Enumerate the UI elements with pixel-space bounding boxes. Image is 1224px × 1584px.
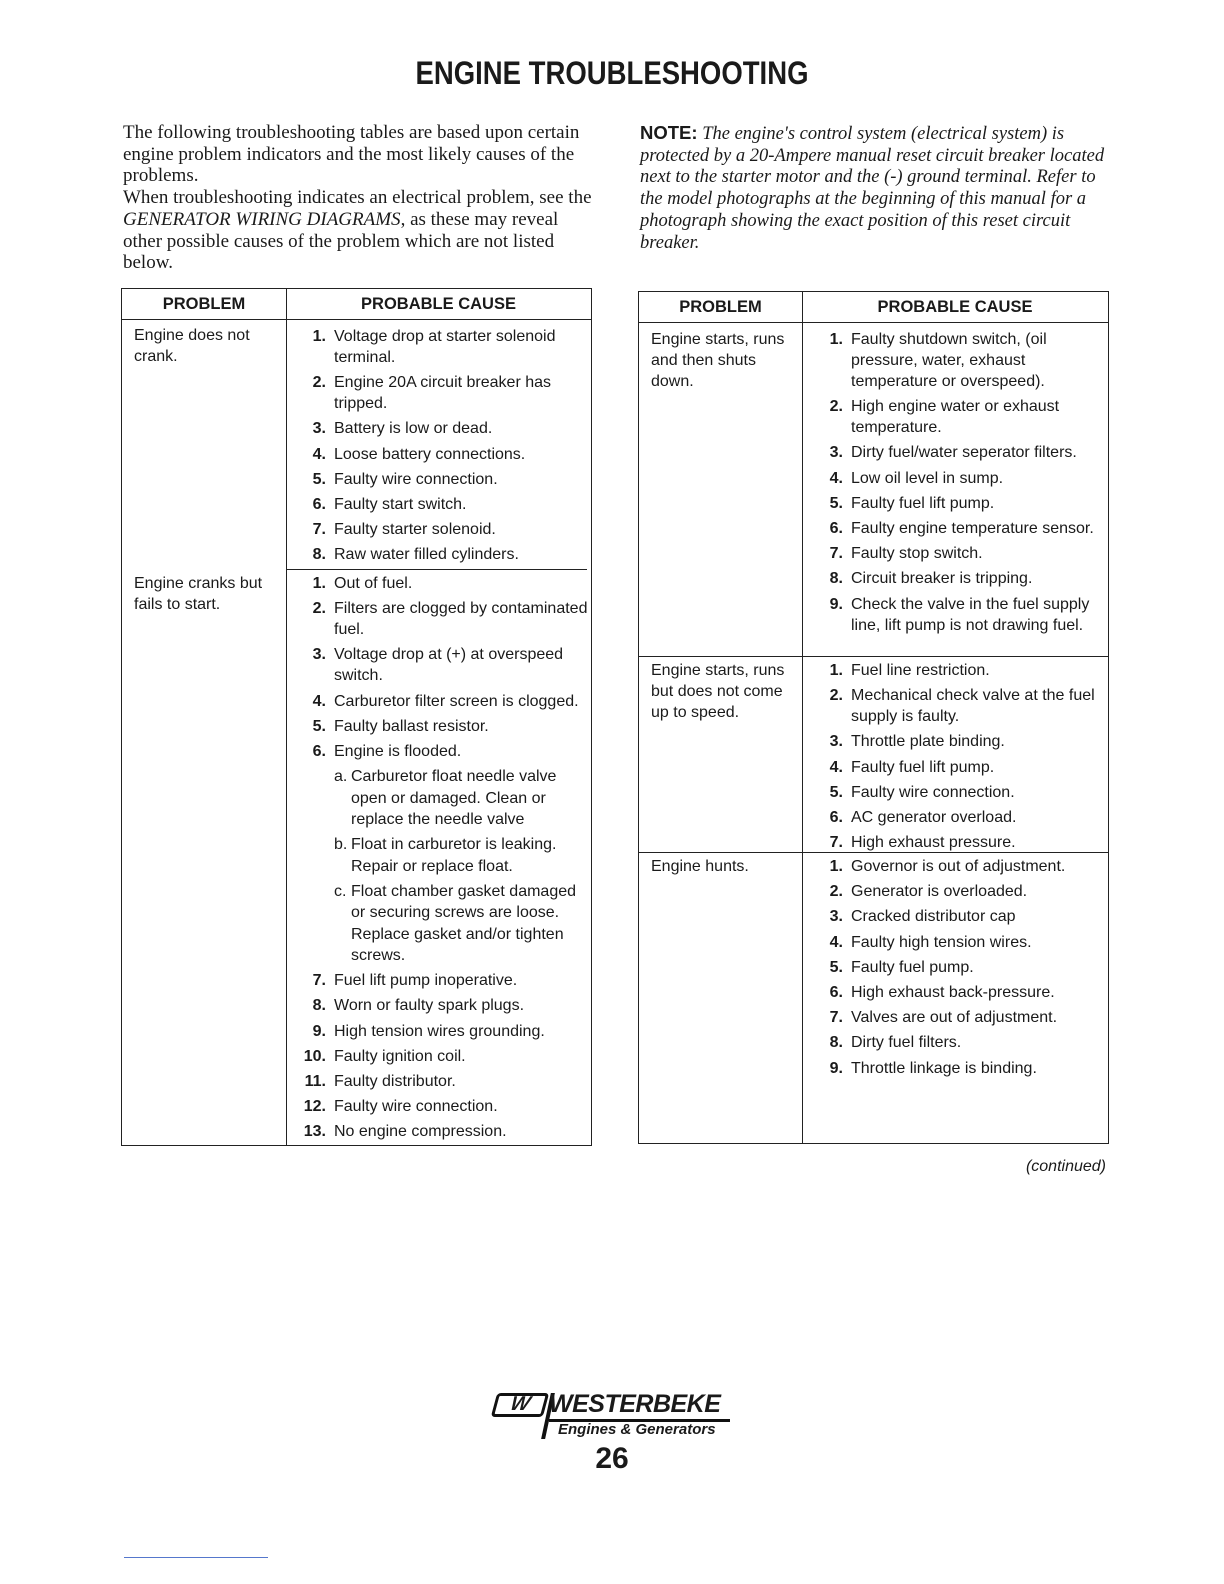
cause-number: 5.	[312, 470, 326, 488]
cause-text: Faulty wire connection.	[851, 783, 1015, 801]
cause-text: Voltage drop at starter solenoid terminal.	[334, 328, 556, 366]
cause-text: Engine 20A circuit breaker has tripped.	[334, 374, 552, 413]
cause-text: Loose battery connections.	[334, 445, 526, 463]
cause-number: 6.	[829, 983, 843, 1001]
cause-text: Faulty fuel lift pump.	[851, 758, 995, 776]
cause-number: 3.	[312, 646, 326, 664]
cause-item	[298, 644, 590, 686]
cause-number: 10.	[303, 1047, 326, 1065]
cause-item	[815, 518, 1100, 539]
cause-item	[815, 782, 1100, 803]
cause-text: Raw water filled cylinders.	[334, 546, 519, 564]
cause-text: Dirty fuel filters.	[851, 1034, 962, 1052]
cause-item	[815, 932, 1100, 953]
cause-item	[815, 660, 1100, 681]
cause-item	[298, 1021, 590, 1042]
cause-number: 4.	[312, 692, 326, 710]
cause-text: Generator is overloaded.	[851, 883, 1028, 901]
cause-sub-item	[298, 834, 590, 877]
cause-item	[815, 807, 1100, 828]
cause-number: 9.	[312, 1022, 326, 1040]
footer-rule	[124, 1557, 268, 1558]
cause-item	[815, 396, 1100, 438]
sub-letter: c.	[334, 882, 347, 900]
problem-label: Engine cranks but fails to start.	[134, 575, 263, 613]
cause-number: 7.	[829, 834, 843, 852]
note-block	[640, 122, 1115, 254]
cause-item	[815, 906, 1100, 927]
cause-number: 2.	[829, 398, 843, 416]
cause-number: 2.	[312, 600, 326, 618]
cause-item	[815, 856, 1100, 877]
cause-item	[815, 543, 1100, 564]
cause-number: 2.	[829, 883, 843, 901]
cause-text: Faulty start switch.	[334, 495, 467, 513]
cause-text: Circuit breaker is tripping.	[851, 570, 1033, 588]
cause-item	[815, 594, 1100, 636]
cause-item	[298, 691, 590, 712]
cause-number: 8.	[312, 997, 326, 1015]
cause-item	[815, 881, 1100, 902]
cause-text: Cracked distributor cap	[851, 908, 1016, 926]
sub-text: Carburetor float needle valve open or damaged. Clean or replace the needle valve	[351, 768, 557, 829]
cause-number: 1.	[829, 662, 843, 679]
cause-number: 7.	[829, 545, 843, 563]
page-title: ENGINE TROUBLESHOOTING	[415, 55, 809, 91]
cause-item	[815, 757, 1100, 778]
cause-item	[815, 731, 1100, 752]
cause-text: Battery is low or dead.	[334, 420, 493, 438]
cause-text: Worn or faulty spark plugs.	[334, 997, 525, 1015]
logo-brand: WESTERBEKE	[549, 1390, 730, 1422]
cause-item	[815, 957, 1100, 978]
cause-text: Valves are out of adjustment.	[851, 1009, 1058, 1027]
cause-number: 4.	[829, 469, 843, 487]
cause-text: Throttle linkage is binding.	[851, 1059, 1037, 1077]
problem-label: Engine hunts.	[651, 858, 749, 875]
cause-number: 1.	[312, 328, 326, 345]
cause-text: High engine water or exhaust temperature.	[851, 398, 1060, 437]
cause-text: High tension wires grounding.	[334, 1022, 545, 1040]
cause-number: 3.	[829, 444, 843, 462]
cause-list	[298, 573, 590, 1146]
sub-text: Float in carburetor is leaking. Repair or replace float.	[351, 836, 557, 875]
cause-number: 6.	[829, 519, 843, 537]
note-text: The engine's control system (electrical system) is protected by a 20-Ampere manual reset circuit breaker located next to the starter motor and the (-) ground terminal. Refer to the model photographs at the beginning of this manual for a photograph showing the exact position of this reset circuit breaker.	[640, 124, 1105, 253]
cause-list	[815, 856, 1100, 1083]
westerbeke-logo	[494, 1391, 739, 1441]
cause-number: 12.	[303, 1098, 326, 1116]
header-problem: PROBLEM	[679, 298, 762, 316]
cause-number: 11.	[304, 1072, 326, 1090]
cause-item	[815, 568, 1100, 589]
cause-item	[815, 832, 1100, 853]
cause-text: Throttle plate binding.	[851, 733, 1005, 751]
cause-item	[298, 418, 580, 439]
cause-item	[298, 444, 580, 465]
cause-item	[298, 573, 590, 594]
cause-number: 3.	[312, 420, 326, 438]
cause-text: Governor is out of adjustment.	[851, 858, 1066, 875]
cause-item	[815, 1032, 1100, 1053]
cause-number: 3.	[829, 908, 843, 926]
header-probable-cause: PROBABLE CAUSE	[361, 295, 516, 313]
cause-list	[815, 329, 1100, 640]
cause-item	[298, 1046, 590, 1067]
cause-item	[298, 469, 580, 490]
cause-number: 5.	[829, 958, 843, 976]
cause-item	[298, 741, 590, 762]
cause-text: Faulty engine temperature sensor.	[851, 519, 1094, 537]
cause-text: Check the valve in the fuel supply line, lift pump is not drawing fuel.	[851, 595, 1090, 634]
cause-text: Out of fuel.	[334, 575, 413, 592]
cause-list	[815, 660, 1100, 857]
cause-number: 2.	[829, 687, 843, 705]
intro-p2-end: , as these may reveal other possible causes of the problem which are not listed below.	[123, 208, 559, 274]
cause-text: Faulty high tension wires.	[851, 933, 1032, 951]
cause-number: 6.	[312, 742, 326, 760]
cause-text: Engine is flooded.	[334, 742, 462, 760]
cause-item	[298, 1096, 590, 1117]
cause-text: High exhaust pressure.	[851, 834, 1016, 852]
cause-item	[298, 970, 590, 991]
cause-text: Voltage drop at (+) at overspeed switch.	[334, 646, 564, 685]
cause-text: Faulty starter solenoid.	[334, 521, 496, 539]
cause-text: Faulty wire connection.	[334, 470, 498, 488]
cause-item	[815, 982, 1100, 1003]
cause-number: 7.	[829, 1009, 843, 1027]
cause-text: Filters are clogged by contaminated fuel.	[334, 600, 588, 639]
intro-paragraph-1: The following troubleshooting tables are based upon certain engine problem indicators and the most likely causes of the problems.	[123, 122, 580, 187]
note-label: NOTE:	[640, 122, 698, 143]
cause-number: 9.	[829, 595, 843, 613]
cause-item	[815, 442, 1100, 463]
cause-text: Faulty wire connection.	[334, 1098, 498, 1116]
page-number: 26	[595, 1442, 629, 1475]
cause-number: 8.	[829, 570, 843, 588]
intro-p2-start: When troubleshooting indicates an electrical problem, see the	[123, 187, 592, 209]
cause-text: Faulty ballast resistor.	[334, 717, 489, 735]
cause-text: Mechanical check valve at the fuel supply is faulty.	[851, 687, 1095, 726]
cause-item	[298, 372, 580, 414]
sub-letter: b.	[334, 836, 348, 854]
cause-number: 8.	[312, 546, 326, 564]
cause-item	[298, 1071, 590, 1092]
cause-item	[815, 685, 1100, 727]
cause-text: High exhaust back-pressure.	[851, 983, 1055, 1001]
cause-text: Faulty shutdown switch, (oil pressure, water, exhaust temperature or overspeed).	[851, 331, 1047, 390]
problem-label: Engine starts, runs and then shuts down.	[651, 331, 785, 390]
cause-number: 7.	[312, 972, 326, 990]
problem-label: Engine does not crank.	[134, 327, 250, 365]
cause-number: 5.	[829, 494, 843, 512]
header-problem: PROBLEM	[162, 295, 246, 313]
troubleshooting-table-right	[638, 291, 1109, 1144]
cause-text: AC generator overload.	[851, 808, 1017, 826]
cause-number: 6.	[829, 808, 843, 826]
cause-text: Fuel lift pump inoperative.	[334, 972, 518, 990]
cause-number: 1.	[829, 858, 843, 875]
cause-text: Fuel line restriction.	[851, 662, 990, 679]
cause-item	[815, 493, 1100, 514]
cause-number: 4.	[829, 933, 843, 951]
sub-letter: a.	[334, 768, 348, 786]
cause-item	[298, 326, 580, 368]
cause-number: 4.	[829, 758, 843, 776]
cause-item	[298, 494, 580, 515]
problem-label: Engine starts, runs but does not come up to speed.	[651, 662, 785, 721]
cause-item	[815, 468, 1100, 489]
logo-tagline: Engines & Generators	[558, 1421, 716, 1438]
cause-number: 6.	[312, 495, 326, 513]
cause-text: Dirty fuel/water seperator filters.	[851, 444, 1077, 462]
cause-number: 8.	[829, 1034, 843, 1052]
cause-text: Faulty distributor.	[334, 1072, 456, 1090]
cause-text: Carburetor filter screen is clogged.	[334, 692, 579, 710]
cause-text: Faulty fuel lift pump.	[851, 494, 995, 512]
intro-text	[123, 122, 593, 274]
cause-number: 7.	[312, 521, 326, 539]
cause-text: Faulty fuel pump.	[851, 958, 974, 976]
cause-item	[815, 1058, 1100, 1079]
sub-text: Float chamber gasket damaged or securing screws are loose. Replace gasket and/or tighten screws.	[351, 882, 577, 965]
cause-list	[298, 326, 580, 570]
cause-number: 2.	[312, 374, 326, 392]
cause-item	[815, 329, 1100, 392]
continued-note: (continued)	[1025, 1158, 1106, 1175]
cause-number: 5.	[312, 717, 326, 735]
cause-item	[298, 716, 590, 737]
cause-item	[815, 1007, 1100, 1028]
cause-text: Faulty stop switch.	[851, 545, 983, 563]
cause-item	[298, 519, 580, 540]
cause-item	[298, 995, 590, 1016]
cause-number: 9.	[829, 1059, 843, 1077]
cause-number: 3.	[829, 733, 843, 751]
cause-sub-item	[298, 881, 590, 967]
cause-sub-item	[298, 766, 590, 831]
intro-paragraph-2	[123, 187, 593, 274]
cause-number: 13.	[303, 1123, 326, 1141]
cause-item	[298, 1121, 590, 1142]
cause-text: Low oil level in sump.	[851, 469, 1004, 487]
cause-text: Faulty ignition coil.	[334, 1047, 466, 1065]
troubleshooting-table-left	[121, 288, 592, 1146]
cause-number: 1.	[312, 575, 326, 592]
cause-number: 4.	[312, 445, 326, 463]
cause-text: No engine compression.	[334, 1123, 507, 1141]
cause-item	[298, 544, 580, 565]
cause-item	[298, 598, 590, 640]
cause-number: 1.	[829, 331, 843, 348]
w-mark-icon: W	[491, 1393, 549, 1417]
cause-number: 5.	[829, 783, 843, 801]
wiring-diagrams-reference: GENERATOR WIRING DIAGRAMS	[123, 208, 401, 230]
header-probable-cause: PROBABLE CAUSE	[877, 298, 1033, 316]
